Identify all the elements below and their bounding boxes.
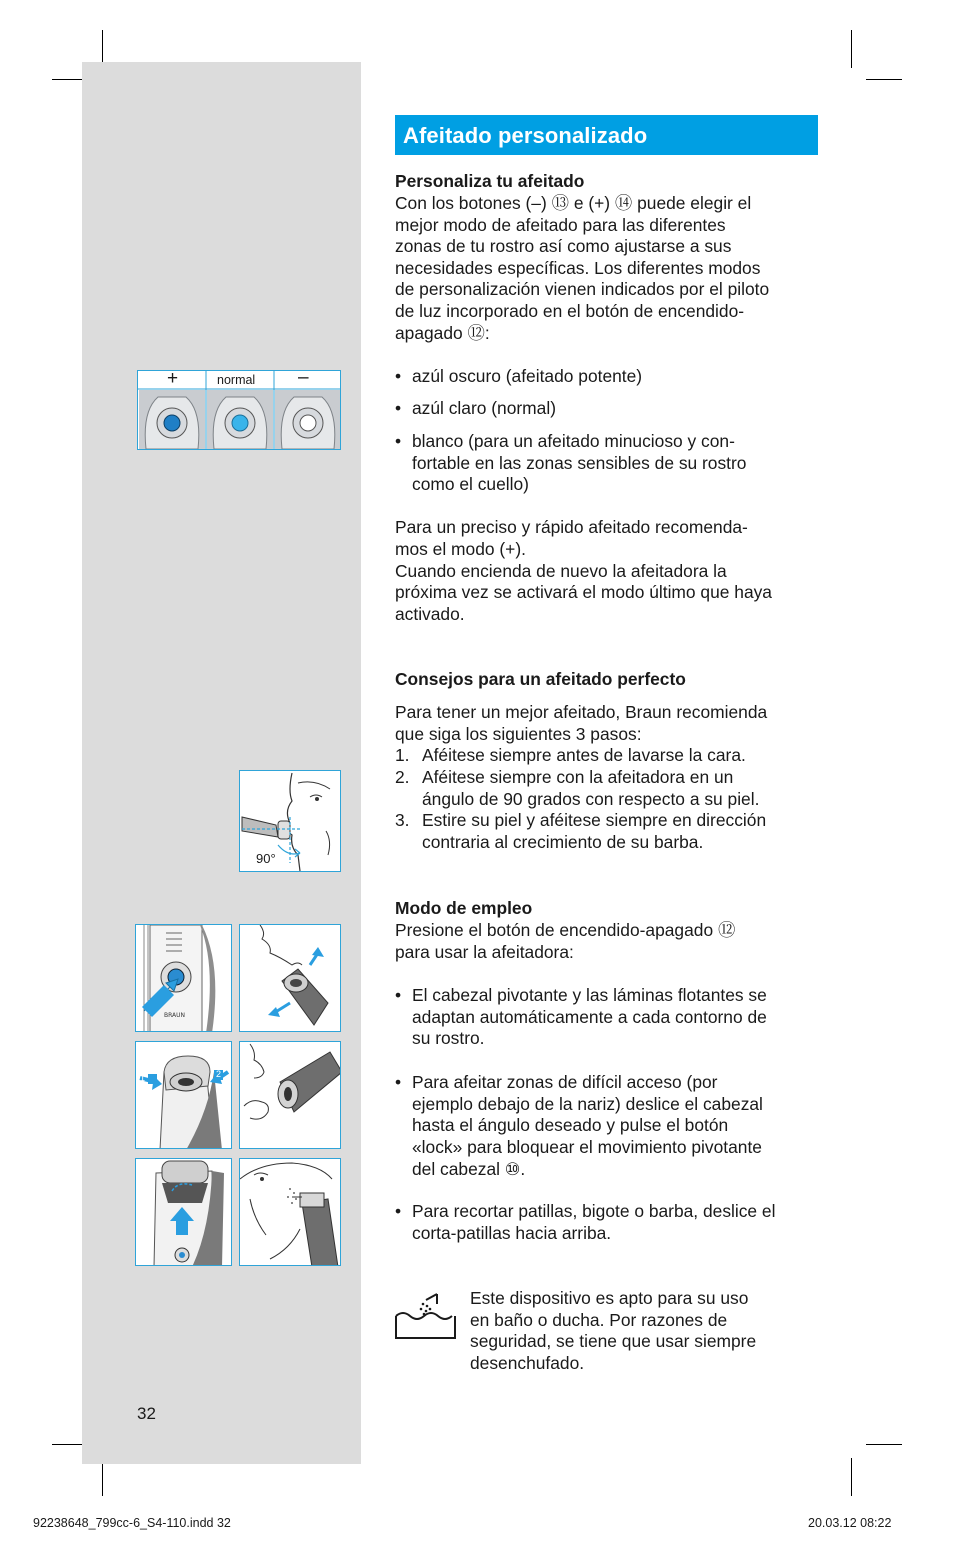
paragraph-line: mos el modo (+). [395,539,526,559]
mode-buttons-figure [137,370,341,450]
shaving-angle-figure [239,770,341,872]
paragraph-line: Presione el botón de encendido-apagado ⑫ [395,920,736,940]
list-item: • azúl claro (normal) [395,398,556,418]
print-timestamp: 20.03.12 08:22 [808,1516,892,1530]
sideburn-trim-figure [239,1158,341,1266]
list-item: • Para afeitar zonas de difícil acceso (por ejemplo debajo de la nariz) deslice el cabezal hasta el ángulo deseado y pulse el botón «lock» para bloquear el movimiento pivotante del cabezal ⑩. [395,1072,763,1179]
pivot-mark-2: 2 [216,1069,222,1079]
paragraph-line: activado. [395,604,465,624]
shower-bath-icon [393,1290,459,1344]
pivot-mark-1: 1 [140,1073,146,1083]
list-item: • Para recortar patillas, bigote o barba, deslice el corta-patillas hacia arriba. [395,1201,776,1243]
paragraph-line: próxima vez se activará el modo último que haya [395,582,772,602]
crop-mark [851,30,852,68]
list-item: 3. Estire su piel y aféitese siempre en dirección contraria al crecimiento de su barba. [395,810,767,852]
trimmer-slide-figure [135,1158,232,1266]
section-title-modo-empleo: Modo de empleo [395,898,533,918]
brand-logo: BRAUN [164,1012,186,1019]
notice-line: en baño o ducha. Por razones de [470,1310,728,1330]
lock-figure [135,1041,232,1149]
under-nose-figure [239,1041,341,1149]
paragraph-line: que siga los siguientes 3 pasos: [395,724,642,744]
paragraph-line: Para un preciso y rápido afeitado recomenda- [395,517,748,537]
section-title-consejos: Consejos para un afeitado perfecto [395,669,686,689]
section-title-personaliza: Personaliza tu afeitado [395,171,585,191]
paragraph-line: de personalización vienen indicados por el piloto [395,279,770,299]
paragraph-line: Para tener un mejor afeitado, Braun recomienda [395,702,768,722]
list-item: • El cabezal pivotante y las láminas flotantes se adaptan automáticamente a cada contorno de su rostro. [395,985,767,1049]
power-button-figure [135,924,232,1032]
list-item: • azúl oscuro (afeitado potente) [395,366,643,386]
paragraph-line: mejor modo de afeitado para las diferentes [395,215,726,235]
paragraph-line: necesidades específicas. Los diferentes modos [395,258,761,278]
section-heading-bar [395,115,818,155]
paragraph-line: Cuando encienda de nuevo la afeitadora la [395,561,727,581]
pivot-head-figure [239,924,341,1032]
list-item: 1. Aféitese siempre antes de lavarse la cara. [395,745,746,765]
file-info: 92238648_799cc-6_S4-110.indd 32 [33,1516,231,1530]
notice-line: desenchufado. [470,1353,585,1373]
paragraph-line: apagado ⑫: [395,323,490,343]
crop-mark [866,79,902,80]
crop-mark [851,1458,852,1496]
paragraph-line: para usar la afeitadora: [395,942,574,962]
mode-plus-label: + [167,370,179,389]
paragraph-line: zonas de tu rostro así como ajustarse a sus [395,236,732,256]
mode-minus-label: – [298,370,309,388]
page-title: Afeitado personalizado [403,123,648,148]
page-number: 32 [137,1404,156,1423]
notice-line: seguridad, se tiene que usar siempre [470,1331,757,1351]
crop-mark [866,1444,902,1445]
list-item: • blanco (para un afeitado minucioso y con- fortable en las zonas sensibles de su rostro como el cuello) [395,431,747,495]
paragraph-line: Con los botones (–) ⑬ e (+) ⑭ puede elegir el [395,193,752,213]
list-item: 2. Aféitese siempre con la afeitadora en un ángulo de 90 grados con respecto a su piel. [395,767,760,809]
mode-normal-label: normal [217,373,256,387]
paragraph-line: de luz incorporado en el botón de encendido- [395,301,745,321]
angle-label: 90° [256,851,276,866]
notice-line: Este dispositivo es apto para su uso [470,1288,749,1308]
